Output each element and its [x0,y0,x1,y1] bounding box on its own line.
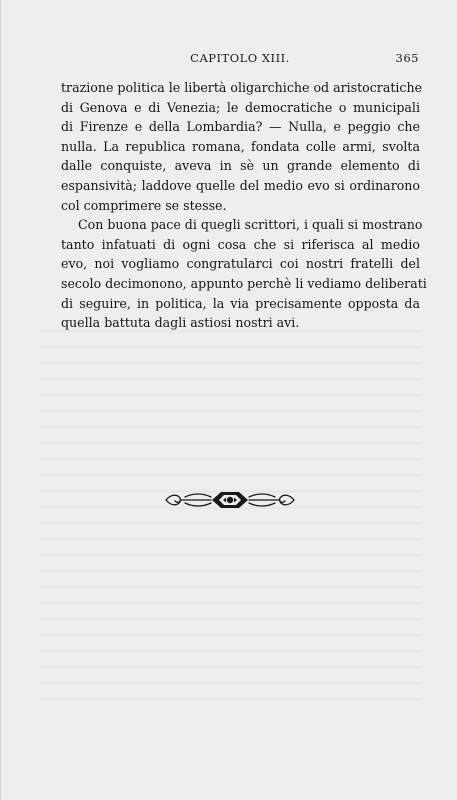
text-line: col comprimere se stesse. [61,197,227,213]
text-line: dalle conquiste, aveva in sè un grande elemento di [61,158,420,174]
text-line: trazione politica le libertà oligarchiche od aristocratiche [61,80,423,95]
body-text [61,78,427,333]
running-head [61,51,419,67]
text-line: secolo decimonono, appunto perchè li vediamo deliberati [61,275,427,291]
text-line: di Genova e di Venezia; le democratiche o municipali [61,99,420,115]
paragraph-1 [61,78,423,215]
text-line: tanto infatuati di ogni cosa che si riferisca al medio [61,236,420,252]
text-line: evo, noi vogliamo congratularci coi nostri fratelli del [61,256,420,272]
text-line: di Firenze e della Lombardia? — Nulla, e peggio che [61,119,420,135]
text-line: nulla. La republica romana, fondata colle armi, svolta [61,138,420,154]
page-number: 365 [395,51,419,65]
text-line: quella battuta dagli astiosi nostri avi. [61,315,300,331]
text-line: di seguire, in politica, la via precisamente opposta da [61,295,420,311]
paragraph-2 [61,215,427,333]
chapter-title: CAPITOLO XIII. [190,51,290,65]
text-line: espansività; laddove quelle del medio evo si ordinarono [61,177,420,193]
printers-ornament-icon [163,489,297,511]
text-line: Con buona pace di quegli scrittori, i quali si mostrano [78,217,423,233]
